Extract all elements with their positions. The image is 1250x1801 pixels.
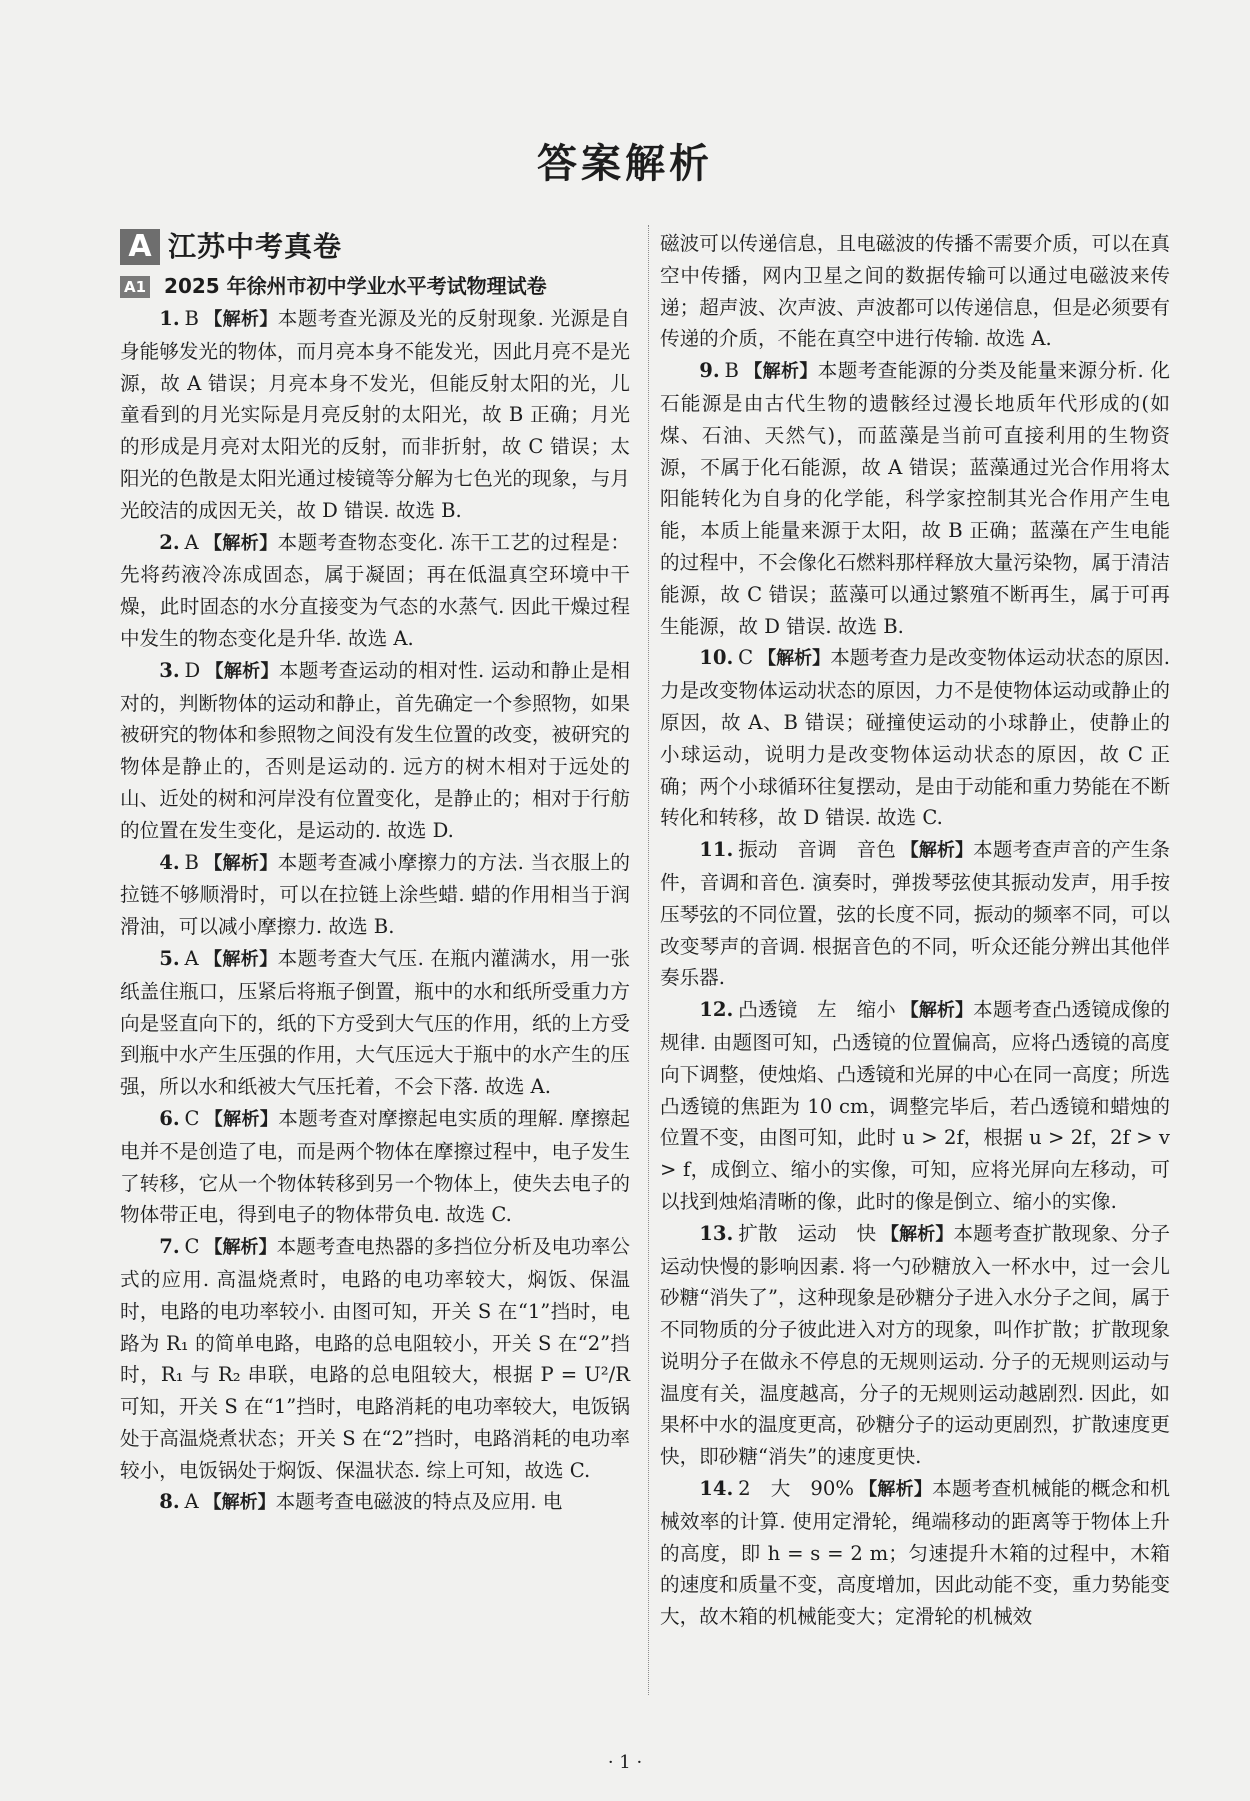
analysis-tag: 【解析】 [204, 1108, 279, 1130]
question-item [120, 943, 630, 1103]
analysis-tag: 【解析】 [203, 309, 278, 330]
analysis-tag: 【解析】 [203, 532, 278, 554]
question-explanation: 本题考查电热器的多挡位分析及电功率公式的应用. 高温烧煮时，电路的电功率较大，焖饭、保温时，电路的电功率较小. 由图可知，开关 S 在“1”挡时，电路为 R₁ 的简单电路，电路的总电阻较小，开关 S 在“2”挡时，R₁ 与 R₂ 串联，电路的总电阻较大，根据 P = U²/R 可知，开关 S 在“1”挡时，电路消耗的电功率较大，电饭锅处于高温烧煮状态；开关 S 在“2”挡时，电路消耗的电功率较小，电饭锅处于焖饭、保温状态. 综上可知，故选 C. [120, 1235, 631, 1482]
question-item [660, 994, 1170, 1218]
question-number: 8. [159, 1490, 180, 1514]
question-number: 3. [159, 658, 180, 682]
question-number: 2. [159, 530, 180, 554]
analysis-tag: 【解析】 [203, 852, 278, 874]
question-explanation: 本题考查减小摩擦力的方法. 当衣服上的拉链不够顺滑时，可以在拉链上涂些蜡. 蜡的作用相当于润滑油，可以减小摩擦力. 故选 B. [120, 850, 630, 939]
exam-title: 2025 年徐州市初中学业水平考试物理试卷 [164, 274, 547, 299]
question-explanation: 本题考查声音的产生条件，音调和音色. 演奏时，弹拨琴弦使其振动发声，用手按压琴弦的不同位置，弦的长度不同，振动的频率不同，可以改变琴声的音调. 根据音色的不同，听众还能分辨出其他伴奏乐器. [660, 838, 1171, 990]
question-item [120, 655, 630, 847]
analysis-tag: 【解析】 [203, 948, 278, 970]
question-explanation: 本题考查光源及光的反射现象. 光源是自身能够发光的物体，而月亮本身不能发光，因此月亮不是光源，故 A 错误；月亮本身不发光，但能反射太阳的光，儿童看到的月光实际是月亮反射的太阳光，故 B 正确；月光的形成是月亮对太阳光的反射，而非折射，故 C 错误；太阳光的色散是太阳光通过棱镜等分解为七色光的现象，与月光皎洁的成因无关，故 D 错误. 故选 B. [120, 307, 630, 522]
question-answer: B [184, 850, 199, 874]
exam-header [120, 271, 630, 303]
exam-code-badge: A1 [120, 276, 150, 298]
analysis-tag: 【解析】 [204, 1237, 277, 1259]
section-badge: A [120, 229, 160, 265]
section-header [120, 225, 630, 269]
question-item [120, 1103, 630, 1231]
question-answer: 2 大 90% [738, 1477, 854, 1501]
question-explanation: 本题考查运动的相对性. 运动和静止是相对的，判断物体的运动和静止，首先确定一个参照物，如果被研究的物体和参照物之间没有发生位置的改变，被研究的物体是静止的，否则是运动的. 远方的树木相对于远处的山、近处的树和河岸没有位置变化，是静止的；相对于行舫的位置在发生变化，是运动的. 故选 D. [120, 658, 630, 842]
question-item [120, 1486, 630, 1519]
analysis-tag: 【解析】 [900, 1000, 974, 1022]
analysis-tag: 【解析】 [881, 1223, 954, 1245]
question-number: 11. [699, 838, 734, 862]
question-item [660, 355, 1170, 642]
question-number: 13. [699, 1221, 734, 1245]
question-answer: 振动 音调 音色 [738, 838, 896, 862]
analysis-tag: 【解析】 [203, 1492, 276, 1514]
question-answer: 凸透镜 左 缩小 [738, 998, 896, 1022]
question-answer: C [738, 646, 754, 670]
analysis-tag: 【解析】 [858, 1479, 933, 1501]
question-number: 14. [699, 1477, 734, 1501]
question-number: 7. [159, 1235, 180, 1259]
question-explanation: 本题考查扩散现象、分子运动快慢的影响因素. 将一勺砂糖放入一杯水中，过一会儿砂糖“消失了”，这种现象是砂糖分子进入水分子之间，属于不同物质的分子彼此进入对方的现象，叫作扩散；扩散现象说明分子在做永不停息的无规则运动. 分子的无规则运动与温度有关，温度越高，分子的无规则运动越剧烈. 因此，如果杯中水的温度更高，砂糖分子的运动更剧烈，扩散速度更快，即砂糖“消失”的速度更快. [660, 1221, 1171, 1469]
analysis-tag: 【解析】 [758, 648, 831, 670]
page-number: · 1 · [607, 1752, 643, 1773]
question-answer: A [184, 1490, 199, 1514]
question-item [660, 1473, 1170, 1633]
question-explanation: 本题考查物态变化. 冻干工艺的过程是：先将药液冷冻成固态，属于凝固；再在低温真空环境中干燥，此时固态的水分直接变为气态的水蒸气. 因此干燥过程中发生的物态变化是升华. 故选 A. [120, 530, 630, 650]
analysis-tag: 【解析】 [205, 660, 279, 682]
question-item [660, 834, 1170, 994]
question-explanation: 本题考查电磁波的特点及应用. 电 [275, 1490, 563, 1514]
question-number: 12. [699, 998, 734, 1022]
question-item [120, 527, 630, 655]
question-item [660, 1218, 1170, 1473]
right-question-list [660, 355, 1170, 1633]
question-answer: 扩散 运动 快 [738, 1221, 877, 1245]
question-answer: A [184, 530, 199, 554]
question-answer: B [184, 307, 199, 330]
question-number: 9. [699, 359, 720, 383]
question-continuation: 磁波可以传递信息，且电磁波的传播不需要介质，可以在真空中传播，网内卫星之间的数据传输可以通过电磁波来传递；超声波、次声波、声波都可以传递信息，但是必须要有传递的介质，不能在真空中进行传输. 故选 A. [660, 232, 1170, 351]
question-item [660, 642, 1170, 834]
question-item [120, 303, 630, 527]
question-answer: B [724, 359, 739, 383]
question-number: 4. [159, 850, 180, 874]
analysis-tag: 【解析】 [900, 840, 974, 862]
question-explanation: 本题考查大气压. 在瓶内灌满水，用一张纸盖住瓶口，压紧后将瓶子倒置，瓶中的水和纸所受重力方向是竖直向下的，纸的下方受到大气压的作用，纸的上方受到瓶中水产生压强的作用，大气压远大于瓶中的水产生的压强，所以水和纸被大气压托着，不会下落. 故选 A. [120, 946, 630, 1099]
column-divider [648, 225, 649, 1695]
question-explanation: 本题考查机械能的概念和机械效率的计算. 使用定滑轮，绳端移动的距离等于物体上升的高度，即 h = s = 2 m；匀速提升木箱的过程中，木箱的速度和质量不变，高度增加，因此动能不变，重力势能变大，故木箱的机械能变大；定滑轮的机械效 [660, 1477, 1170, 1629]
question-explanation: 本题考查力是改变物体运动状态的原因. 力是改变物体运动状态的原因，力不是使物体运动或静止的原因，故 A、B 错误；碰撞使运动的小球静止，使静止的小球运动，说明力是改变物体运动状态的原因，故 C 正确；两个小球循环往复摆动，是由于动能和重力势能在不断转化和转移，故 D 错误. 故选 C. [660, 646, 1170, 830]
analysis-tag: 【解析】 [743, 361, 818, 383]
section-title: 江苏中考真卷 [168, 230, 343, 264]
question-number: 6. [159, 1106, 180, 1130]
question-explanation: 本题考查凸透镜成像的规律. 由题图可知，凸透镜的位置偏高，应将凸透镜的高度向下调整，使烛焰、凸透镜和光屏的中心在同一高度；所选凸透镜的焦距为 10 cm，调整完毕后，若凸透镜和蜡烛的位置不变，由图可知，此时 u > 2f，根据 u > 2f，2f > v > f，成倒立、缩小的实像，可知，应将光屏向左移动，可以找到烛焰清晰的像，此时的像是倒立、缩小的实像. [660, 998, 1171, 1213]
left-column [120, 225, 630, 1519]
question-explanation: 本题考查能源的分类及能量来源分析. 化石能源是由古代生物的遗骸经过漫长地质年代形成的(如煤、石油、天然气)，而蓝藻是当前可直接利用的生物资源，不属于化石能源，故 A 错误；蓝藻通过光合作用将太阳能转化为自身的化学能，科学家控制其光合作用产生电能，本质上能量来源于太阳，故 B 正确；蓝藻在产生电能的过程中，不会像化石燃料那样释放大量污染物，属于清洁能源，故 C 错误；蓝藻可以通过繁殖不断再生，属于可再生能源，故 D 错误. 故选 B. [660, 359, 1170, 638]
right-column [660, 228, 1170, 1633]
question-number: 10. [699, 646, 734, 670]
question-number: 1. [159, 307, 180, 330]
left-question-list [120, 303, 630, 1519]
question-item [120, 847, 630, 943]
question-item [120, 1231, 630, 1486]
question-answer: D [184, 658, 201, 682]
page-title: 答案解析 [537, 141, 713, 187]
question-answer: A [184, 946, 199, 970]
question-explanation: 本题考查对摩擦起电实质的理解. 摩擦起电并不是创造了电，而是两个物体在摩擦过程中，电子发生了转移，它从一个物体转移到另一个物体上，使失去电子的物体带正电，得到电子的物体带负电. 故选 C. [120, 1106, 630, 1227]
question-number: 5. [159, 946, 180, 970]
question-answer: C [184, 1235, 200, 1259]
question-answer: C [184, 1106, 200, 1130]
